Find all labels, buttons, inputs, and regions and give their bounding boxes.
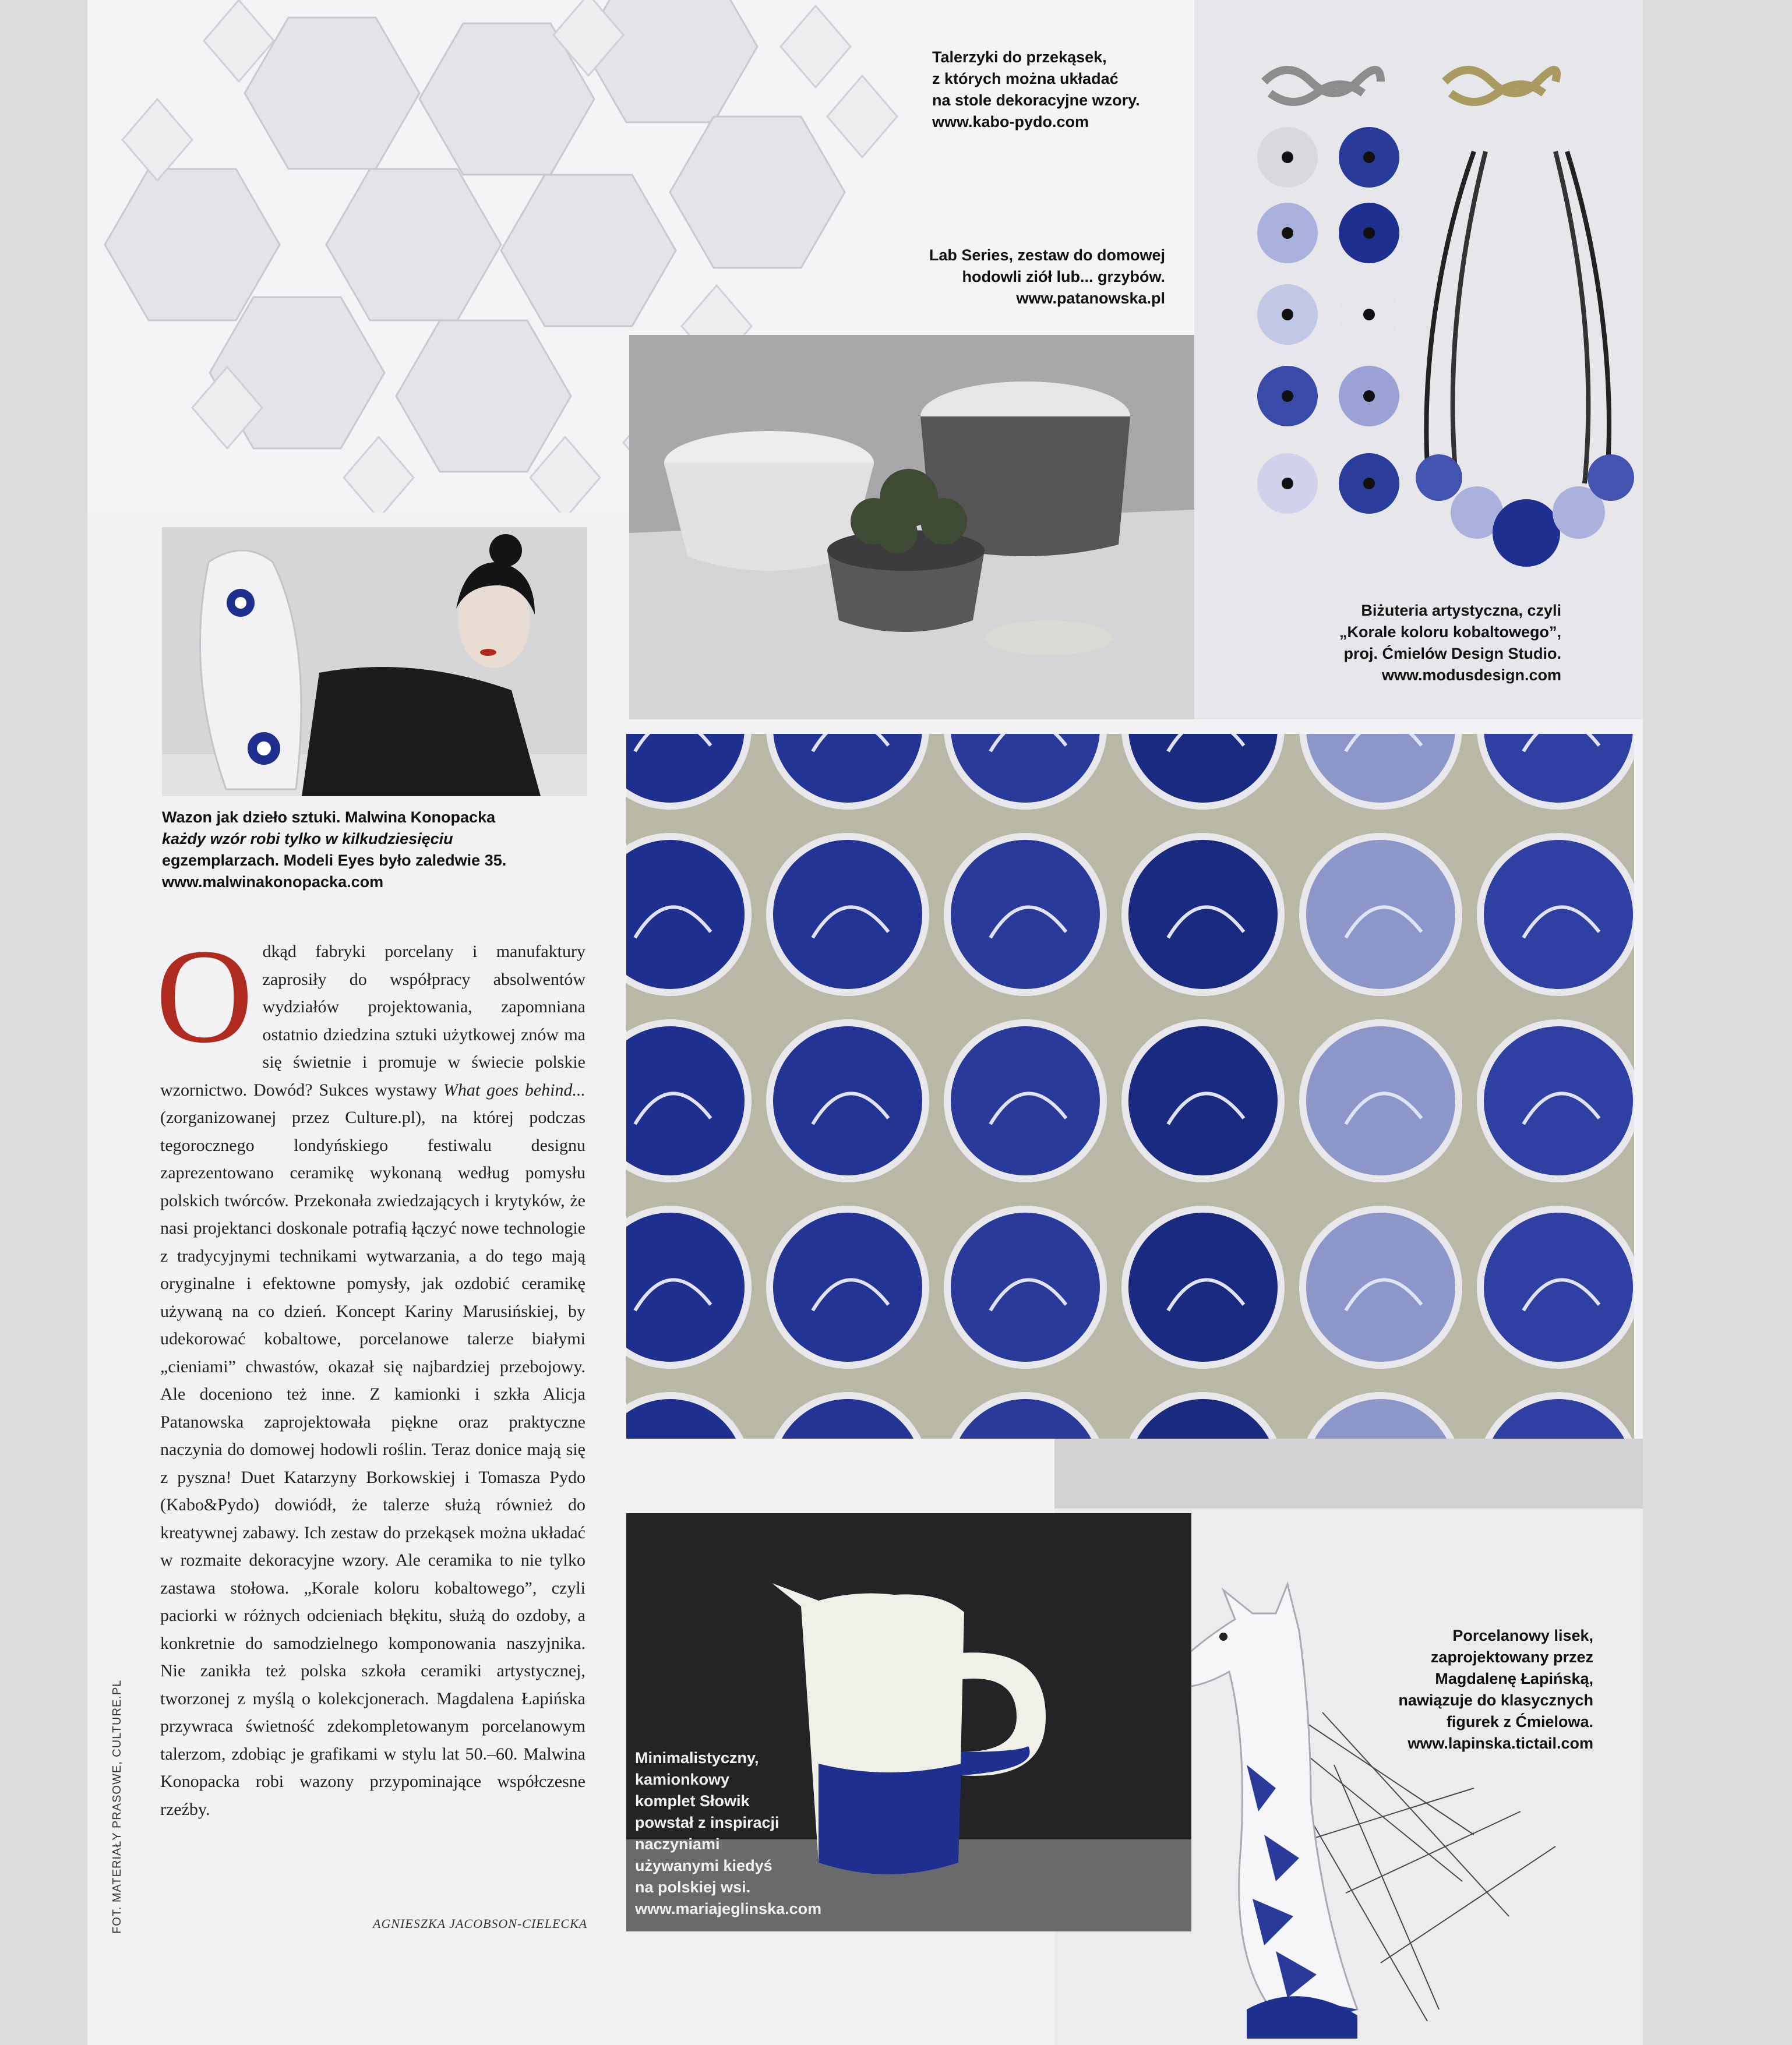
cobalt-plate [1484,1213,1633,1362]
caption-line: www.patanowska.pl [1016,289,1165,307]
caption-line: Minimalistyczny, [635,1749,759,1767]
caption-line: naczyniami [635,1835,720,1853]
cobalt-plate [773,1026,922,1175]
caption-line: egzemplarzach. Modeli Eyes było zaledwie 35. [162,852,507,869]
caption-line: www.malwinakonopacka.com [162,873,384,891]
cobalt-plate [951,1213,1100,1362]
photo-credit: FOT. MATERIAŁY PRASOWE, CULTURE.PL [111,1679,124,1934]
caption-line: z których można układać [932,70,1119,87]
caption-line: Lab Series, zestaw do domowej [929,246,1165,264]
caption-fox [1282,1625,1593,1754]
cobalt-plate [1128,840,1278,989]
caption-line: nawiązuje do klasycznych [1398,1691,1593,1709]
caption-jewelry [1241,600,1561,686]
cobalt-plate [1128,1213,1278,1362]
article-intro: dkąd fabryki porcelany i manufaktury zaprosiły do współpracy absolwentów wydziałów projektowania, zapomniana ostatnio dziedzina sztuki użytkowej znów ma się świetnie i promuje w świecie polskie wzornictwo. Dowód? Sukces wystawy [160,942,585,1100]
bead-hole [1282,309,1293,320]
caption-line: figurek z Ćmielowa. [1446,1713,1593,1730]
cobalt-plate [1306,1026,1455,1175]
caption-line: na stole dekoracyjne wzory. [932,91,1140,109]
caption-lab-series [845,245,1165,309]
exhibition-title: What goes behind... [443,1080,585,1100]
lab-series-illustration [629,335,1194,719]
bead-hole [1282,478,1293,489]
cobalt-plate [1306,840,1455,989]
author-byline: AGNIESZKA JACOBSON-CIELECKA [373,1916,588,1931]
bead-hole [1282,151,1293,163]
vase-artist-illustration [162,527,587,796]
drop-cap: O [156,921,253,1071]
bead-hole [1363,227,1375,239]
cobalt-plate [773,840,922,989]
caption-line: komplet Słowik [635,1792,750,1810]
bead-hole [1363,309,1375,320]
caption-line: każdy wzór robi tylko w kilkudziesięciu [162,830,453,847]
caption-line: zaprojektowany przez [1430,1648,1593,1666]
caption-line: www.mariajeglinska.com [635,1900,822,1917]
bead-hole [1282,390,1293,402]
caption-line: Biżuteria artystyczna, czyli [1361,602,1561,619]
caption-line: powstał z inspiracji [635,1814,779,1831]
bead-hole [1282,227,1293,239]
caption-line: kamionkowy [635,1771,730,1788]
caption-line: www.modusdesign.com [1381,666,1561,684]
article-body [156,921,585,1823]
cobalt-plate [951,1026,1100,1175]
caption-line: Talerzyki do przekąsek, [932,48,1107,66]
cobalt-plate [1484,1026,1633,1175]
bead-hole [1363,151,1375,163]
caption-line: hodowli ziół lub... grzybów. [962,268,1165,285]
caption-line: Magdalenę Łapińską, [1435,1670,1593,1687]
caption-jug [635,1747,868,1920]
caption-line: Porcelanowy lisek, [1452,1627,1593,1644]
photo-cobalt-plates [626,734,1634,1439]
caption-line: www.lapinska.tictail.com [1408,1735,1593,1752]
bead-hole [1363,390,1375,402]
caption-line: Wazon jak dzieło sztuki. Malwina Konopacka [162,808,496,826]
cobalt-plate [1484,840,1633,989]
caption-line: www.kabo-pydo.com [932,113,1089,130]
caption-line: używanymi kiedyś [635,1857,772,1874]
caption-vase [162,807,593,893]
photo-lab-series [629,335,1194,719]
caption-line: proj. Ćmielów Design Studio. [1343,645,1561,662]
cobalt-plate [1128,1026,1278,1175]
cobalt-plate [773,1213,922,1362]
caption-line: „Korale koloru kobaltowego”, [1339,623,1561,641]
cobalt-plates-illustration [626,734,1634,1439]
article-text: (zorganizowanej przez Culture.pl), na której podczas tegorocznego londyńskiego festiwalu designu zaprezentowano ceramikę wykonaną według pomysłu polskich twórców. Przekonała zwiedzających i krytyków, że nasi projektanci doskonale potrafią łączyć nowe technologie z tradycyjnymi technikami wytwarzania, a do tego mają oryginalne i efektowne pomysły, jak ozdobić ceramikę używaną na co dzień. Koncept Kariny Marusińskiej, by udekorować kobaltowe, porcelanowe talerze białymi „cieniami” chwastów, okazał się najbardziej przebojowy. Ale doceniono też inne. Z kamionki i szkła Alicja Patanowska zaprojektowała piękne oraz praktyczne naczynia do domowej hodowli roślin. Teraz donice mają się z pyszna! Duet Katarzyny Borkowskiej i Tomasza Pydo (Kabo&Pydo) dowiódł, że talerze służą również do kreatywnej zabawy. Ich zestaw do przekąsek można układać w rozmaite dekoracyjne wzory. Ale ceramika to nie tylko zastawa stołowa. „Korale koloru kobaltowego”, czyli paciorki w różnych odcieniach błękitu, służą do ozdoby, a konkretnie do samodzielnego komponowania naszyjnika. Nie zanikła też polska szkoła ceramiki artystycznej, tworzonej z myślą o kolekcjonerach. Magdalena Łapińska przywraca świetność zdekompletowanym porcelanowym talerzom, zdobiąc je grafikami w stylu lat 50.–60. Malwina Konopacka robi wazony przypominające współczesne rzeźby. [160,1108,585,1819]
cobalt-plate [1306,1213,1455,1362]
cobalt-plate [951,840,1100,989]
bead-hole [1363,478,1375,489]
photo-vase [162,527,587,796]
caption-line: na polskiej wsi. [635,1878,751,1896]
